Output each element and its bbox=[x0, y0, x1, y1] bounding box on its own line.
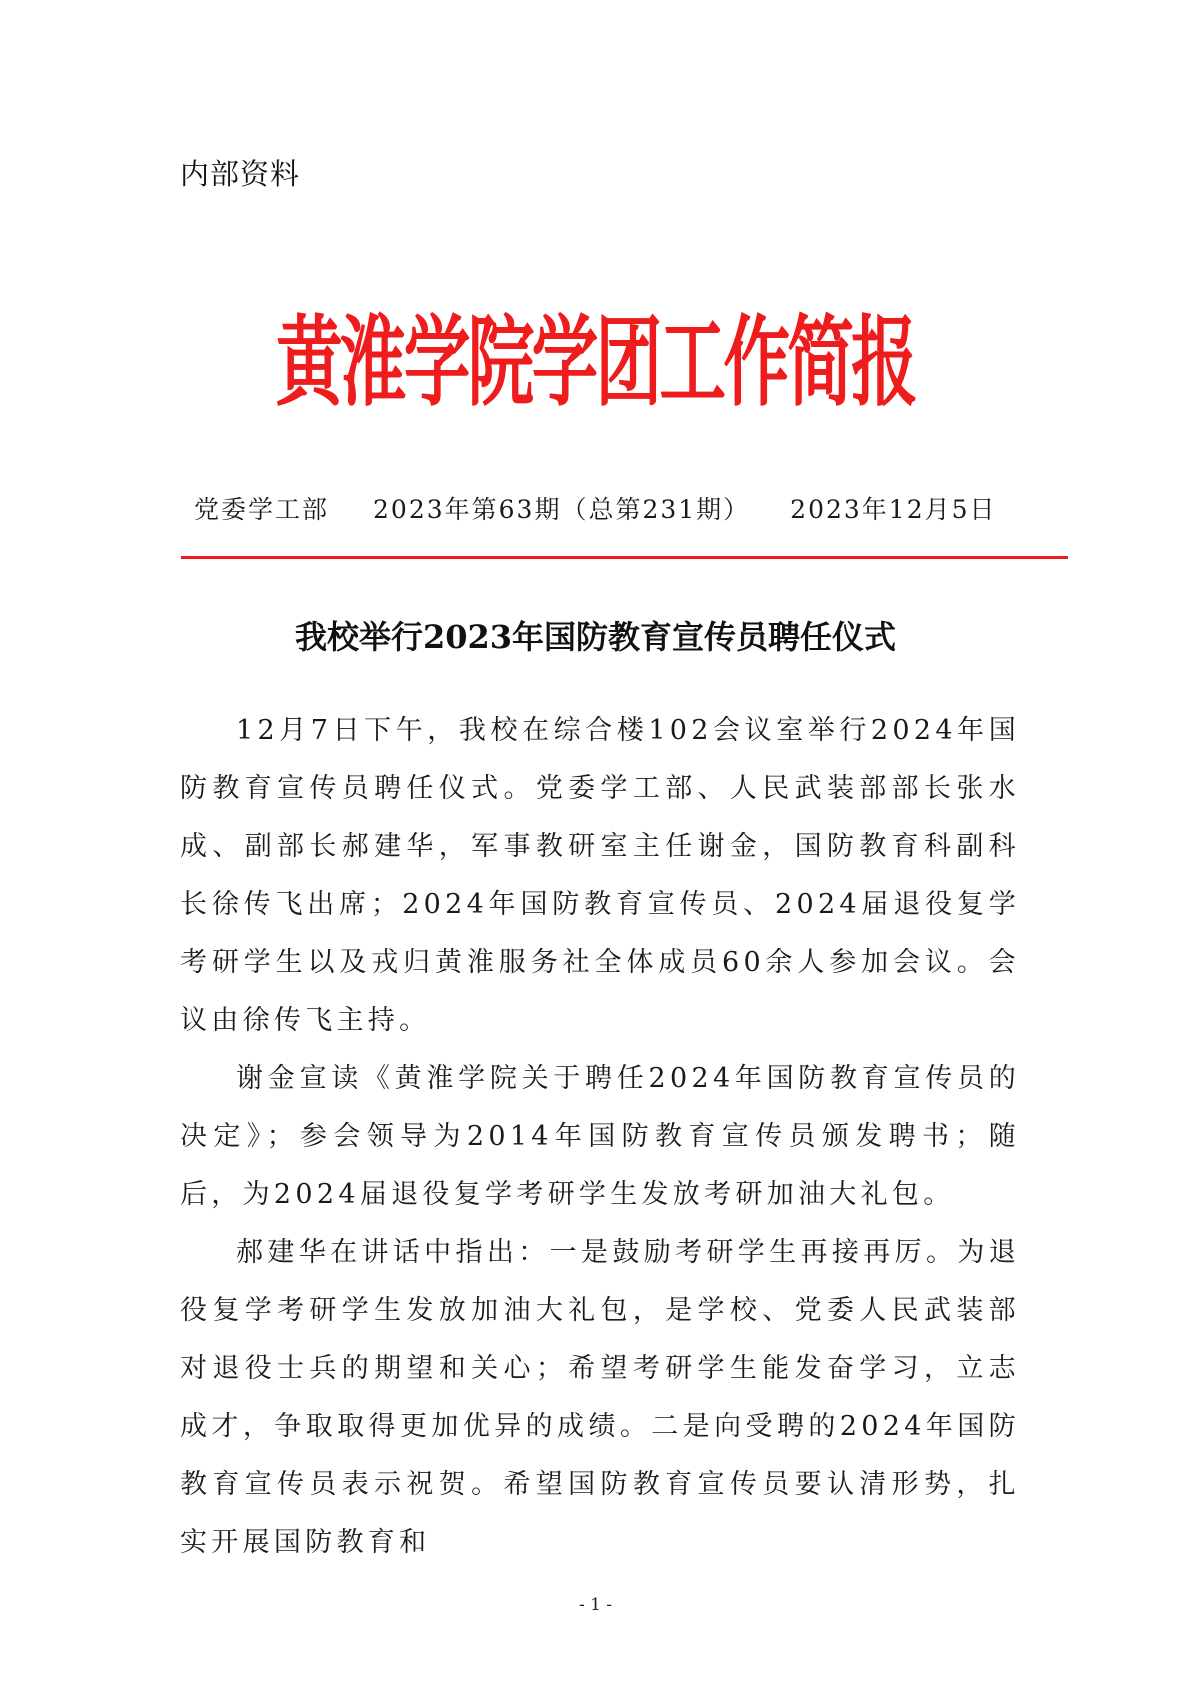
article-paragraph: 郝建华在讲话中指出：一是鼓励考研学生再接再厉。为退役复学考研学生发放加油大礼包，是学校、党委人民武装部对退役士兵的期望和关心；希望考研学生能发奋学习，立志成才，争取取得更加优异的成绩。二是向受聘的2024年国防教育宣传员表示祝贺。希望国防教育宣传员要认清形势，扎实开展国防教育和 bbox=[180, 1237, 1020, 1558]
masthead-title: 黄淮学院学团工作简报 bbox=[275, 305, 916, 420]
confidential-label: 内部资料 bbox=[180, 157, 301, 191]
article-title: 我校举行2023年国防教育宣传员聘任仪式 bbox=[294, 618, 897, 656]
article-paragraph: 谢金宣读《黄淮学院关于聘任2024年国防教育宣传员的决定》；参会领导为2014年国防教育宣传员颁发聘书；随后，为2024届退役复学考研学生发放考研加油大礼包。 bbox=[180, 1063, 1020, 1210]
article-paragraph: 12月7日下午，我校在综合楼102会议室举行2024年国防教育宣传员聘任仪式。党委学工部、人民武装部部长张水成、副部长郝建华，军事教研室主任谢金，国防教育科副科长徐传飞出席；2024年国防教育宣传员、2024届退役复学考研学生以及戎归黄淮服务社全体成员60余人参加会议。会议由徐传飞主持。 bbox=[180, 715, 1020, 1036]
department-label: 党委学工部 bbox=[194, 495, 330, 524]
article-body bbox=[180, 702, 1020, 1572]
issue-date: 2023年12月5日 bbox=[790, 495, 997, 524]
red-divider-rule bbox=[181, 556, 1068, 559]
page-number: - 1 - bbox=[578, 1595, 613, 1615]
issue-number: 2023年第63期（总第231期） bbox=[373, 495, 751, 524]
issue-info-line bbox=[180, 490, 1080, 526]
